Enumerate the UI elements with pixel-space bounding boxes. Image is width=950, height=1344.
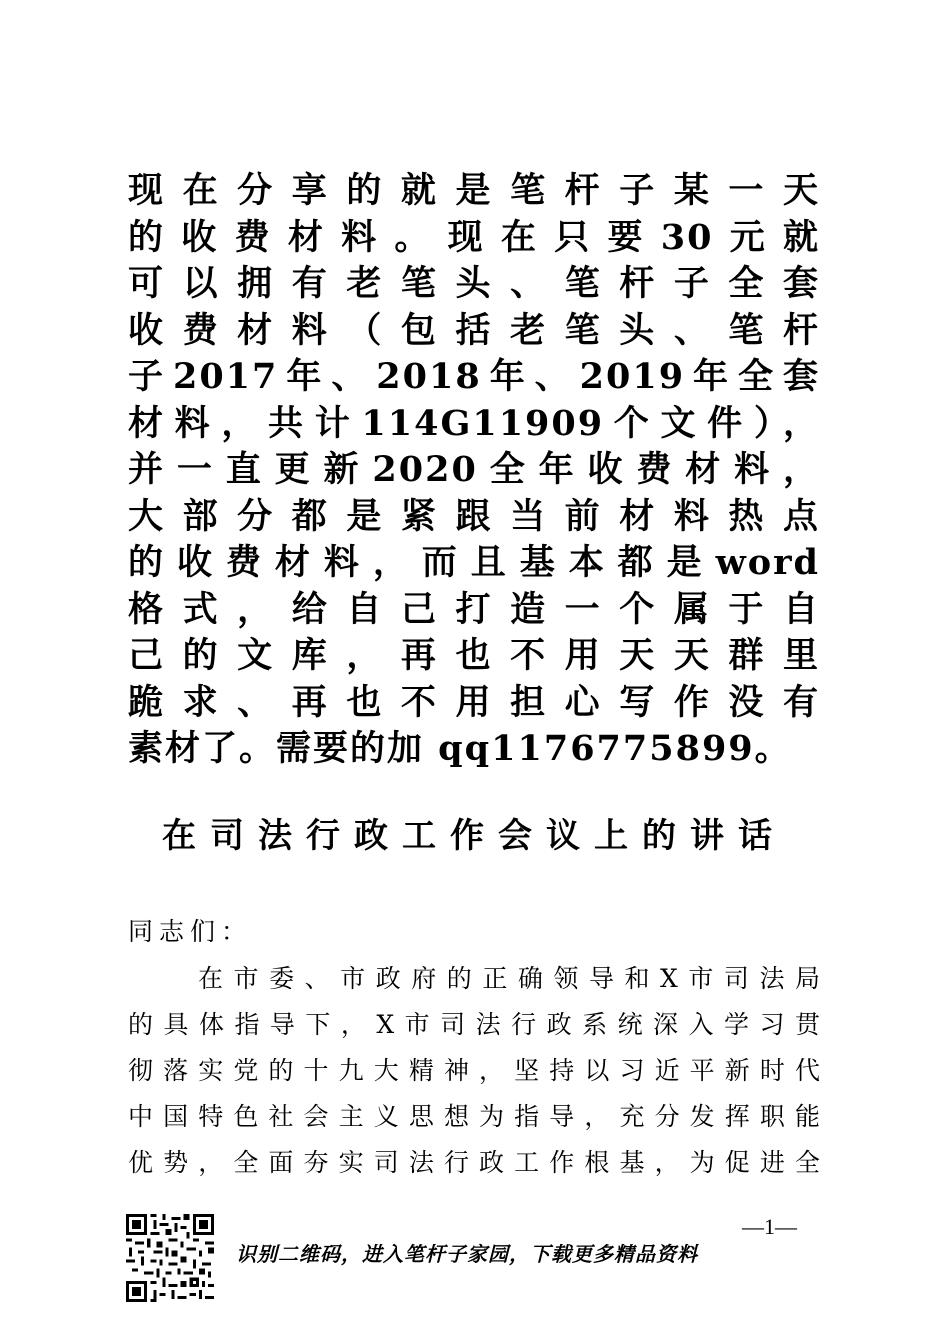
promo-line: 的收费材料，而且基本都是word: [128, 542, 820, 583]
body-line: 的具体指导下，X市司法行政系统深入学习贯: [128, 1010, 820, 1039]
page-number: —1—: [742, 1214, 797, 1239]
promo-line: 大部分都是紧跟当前材料热点: [128, 495, 820, 537]
promo-line: 材料，共计114G11909个文件），: [128, 402, 820, 444]
promo-line: 子2017年、2018年、2019年全套: [128, 356, 820, 397]
promo-paragraph: [128, 168, 820, 773]
promo-line: 可以拥有老笔头、笔杆子全套: [128, 263, 820, 304]
body-paragraph: [128, 956, 820, 1186]
qr-caption: 识别二维码，进入笔杆子家园，下载更多精品资料: [236, 1242, 698, 1266]
body-line: 优势，全面夯实司法行政工作根基，为促进全: [128, 1148, 820, 1177]
promo-line: 收费材料（包括老笔头、笔杆: [128, 309, 820, 351]
promo-line: 己的文库，再也不用天天群里: [128, 635, 820, 676]
greeting: 同志们：: [128, 917, 253, 946]
promo-line: 的收费材料。现在只要30元就: [128, 216, 820, 258]
body-line: 彻落实党的十九大精神，坚持以习近平新时代: [128, 1056, 820, 1085]
document-title: 在司法行政工作会议上的讲话: [162, 816, 786, 856]
body-line: 在市委、市政府的正确领导和X市司法局: [198, 964, 820, 993]
qr-code-icon: [126, 1214, 214, 1302]
promo-line: 跪求、再也不用担心写作没有: [128, 681, 820, 723]
promo-line: 格式，给自己打造一个属于自: [128, 588, 820, 630]
promo-line: 现在分享的就是笔杆子某一天: [128, 170, 820, 211]
promo-line: 素材了。需要的加 qq1176775899。: [128, 728, 792, 769]
promo-line: 并一直更新2020全年收费材料，: [128, 449, 820, 490]
body-line: 中国特色社会主义思想为指导，充分发挥职能: [128, 1102, 820, 1131]
